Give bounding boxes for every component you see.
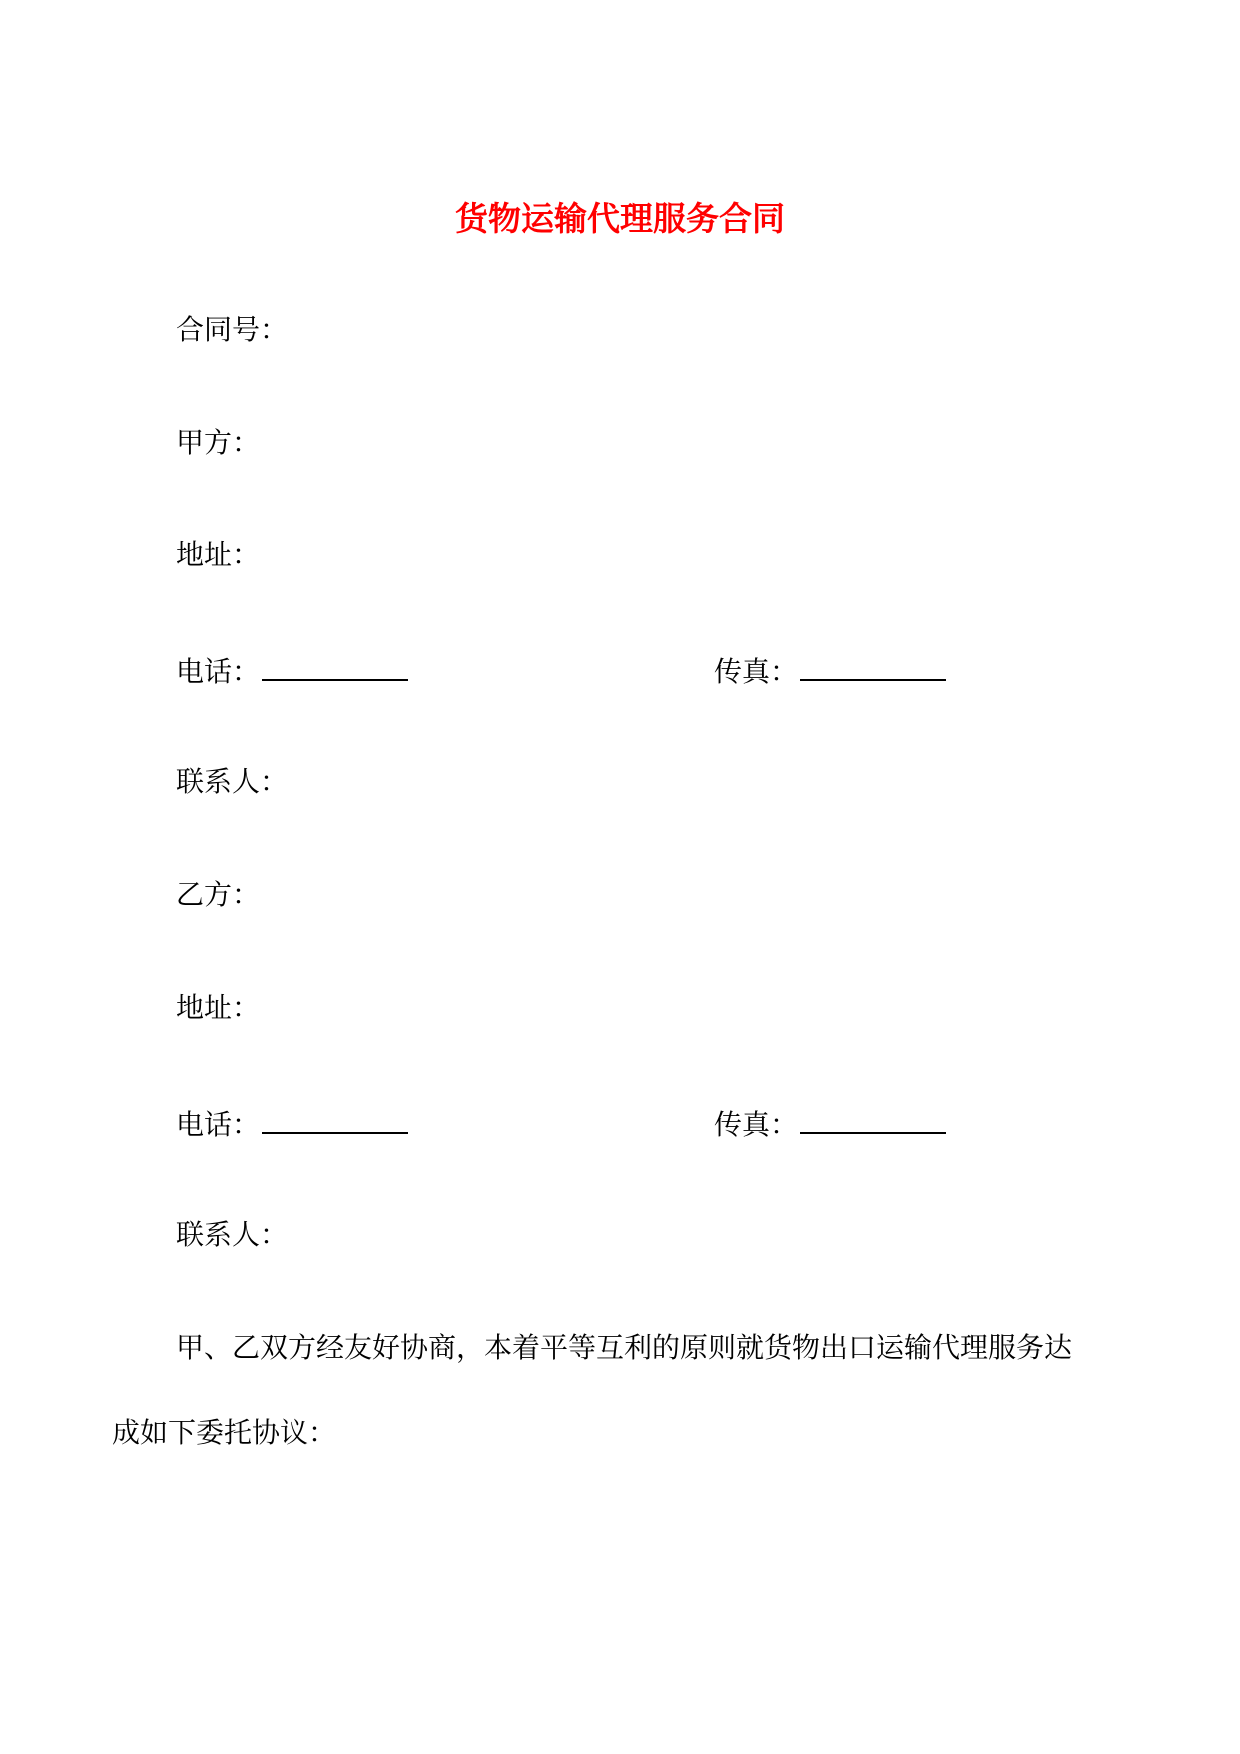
document-title: 货物运输代理服务合同 (455, 199, 785, 238)
party-a-phone-blank (262, 649, 408, 681)
party-b-phone-field (176, 1102, 408, 1145)
party-b-fax-blank (800, 1102, 946, 1134)
party-b-phone-label: 电话： (176, 1108, 261, 1141)
party-b-phone-blank (262, 1102, 408, 1134)
party-b-fax-field (714, 1102, 946, 1145)
intro-paragraph-line-1: 甲、乙双方经友好协商，本着平等互利的原则就货物出口运输代理服务达 (176, 1331, 1073, 1364)
party-b-address-label: 地址： (176, 991, 261, 1024)
party-b-label: 乙方： (176, 878, 261, 911)
party-a-label: 甲方： (176, 426, 261, 459)
party-a-fax-field (714, 649, 946, 692)
party-a-address-label: 地址： (176, 538, 261, 571)
party-a-fax-blank (800, 649, 946, 681)
party-a-phone-field (176, 649, 408, 692)
intro-paragraph-line-2: 成如下委托协议： (112, 1416, 337, 1449)
party-a-contact-label: 联系人： (176, 765, 289, 798)
party-a-phone-label: 电话： (176, 655, 261, 688)
contract-number-label: 合同号： (176, 313, 289, 346)
party-a-fax-label: 传真： (714, 655, 799, 688)
party-b-fax-label: 传真： (714, 1108, 799, 1141)
party-b-contact-label: 联系人： (176, 1218, 289, 1251)
